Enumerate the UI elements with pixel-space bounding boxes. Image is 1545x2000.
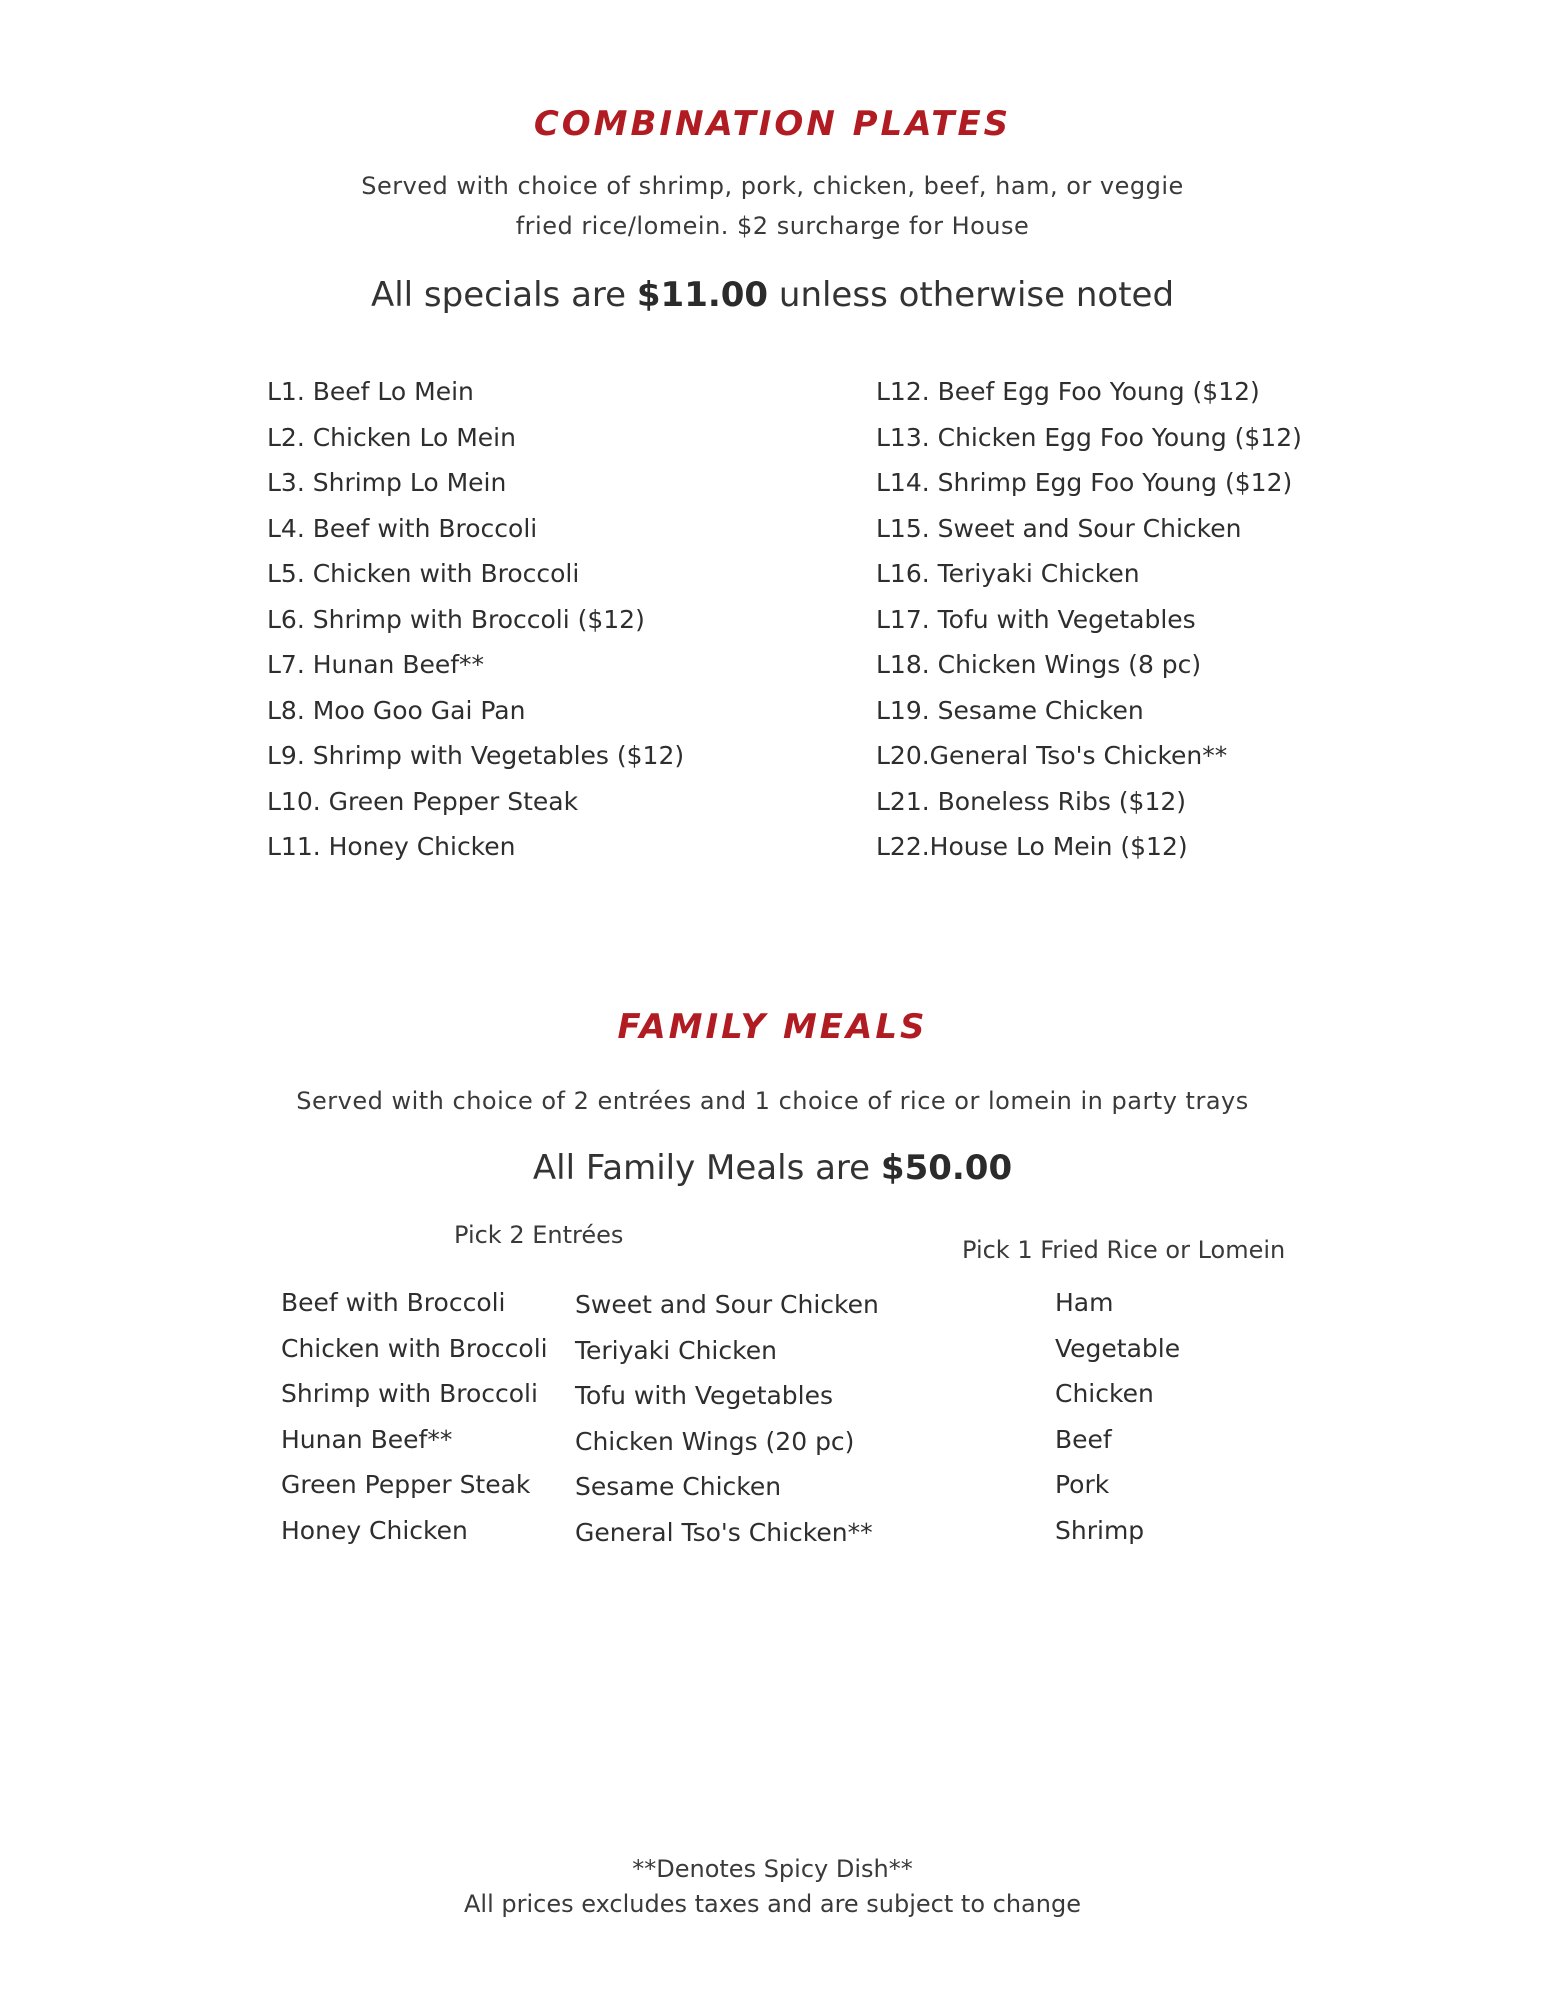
family-price-note [0, 1148, 1545, 1188]
entree-item: Shrimp with Broccoli [281, 1379, 538, 1408]
combination-list-right [876, 369, 1302, 870]
rice-options-list [1055, 1280, 1180, 1553]
menu-item: L11. Honey Chicken [267, 832, 516, 861]
menu-item: L6. Shrimp with Broccoli ($12) [267, 604, 645, 634]
entree-item: Tofu with Vegetables [575, 1381, 834, 1410]
combination-price-suffix: unless otherwise noted [778, 275, 1175, 315]
menu-item: L3. Shrimp Lo Mein [267, 468, 507, 497]
rice-option-item: Shrimp [1055, 1515, 1145, 1545]
menu-item: L15. Sweet and Sour Chicken [876, 513, 1242, 543]
entrees-list-col1 [281, 1280, 548, 1553]
rice-option-item: Chicken [1055, 1379, 1154, 1408]
entree-item: Teriyaki Chicken [575, 1335, 777, 1365]
combination-price-value: $11.00 [636, 275, 769, 315]
entree-item: Sweet and Sour Chicken [575, 1290, 879, 1319]
menu-item: L21. Boneless Ribs ($12) [876, 786, 1187, 816]
entree-item: Beef with Broccoli [281, 1288, 506, 1317]
entrees-list-col2 [575, 1282, 879, 1555]
combination-subtitle-line1: Served with choice of shrimp, pork, chicken, beef, ham, or veggie [361, 172, 1184, 200]
rice-heading: Pick 1 Fried Rice or Lomein [962, 1236, 1286, 1264]
menu-item: L4. Beef with Broccoli [267, 513, 538, 543]
combination-subtitle-line2: fried rice/lomein. $2 surcharge for House [515, 212, 1030, 240]
rice-option-item: Vegetable [1055, 1333, 1181, 1363]
entree-item: Hunan Beef** [281, 1424, 453, 1454]
rice-option-item: Pork [1055, 1470, 1110, 1499]
combination-price-prefix: All specials are [370, 275, 627, 315]
spicy-note: **Denotes Spicy Dish** [632, 1855, 913, 1883]
family-subtitle: Served with choice of 2 entrées and 1 choice of rice or lomein in party trays [296, 1087, 1249, 1115]
family-price-prefix: All Family Meals are [532, 1148, 871, 1188]
menu-item: L12. Beef Egg Foo Young ($12) [876, 377, 1260, 406]
menu-item: L20.General Tso's Chicken** [876, 741, 1228, 770]
entree-item: Green Pepper Steak [281, 1470, 531, 1499]
entrees-heading: Pick 2 Entrées [454, 1221, 624, 1249]
entree-item: Chicken with Broccoli [281, 1333, 548, 1363]
combination-list-left [267, 369, 684, 870]
menu-item: L16. Teriyaki Chicken [876, 559, 1140, 588]
combination-plates-title: COMBINATION PLATES [533, 104, 1012, 144]
entree-item: Chicken Wings (20 pc) [575, 1426, 855, 1456]
family-price-value: $50.00 [880, 1148, 1013, 1188]
rice-option-item: Ham [1055, 1288, 1114, 1317]
menu-item: L10. Green Pepper Steak [267, 786, 579, 816]
price-disclaimer: All prices excludes taxes and are subject to change [464, 1890, 1081, 1918]
family-meals-title: FAMILY MEALS [617, 1007, 928, 1047]
entree-item: Honey Chicken [281, 1515, 468, 1545]
rice-option-item: Beef [1055, 1424, 1112, 1454]
combination-subtitle [0, 166, 1545, 246]
menu-item: L8. Moo Goo Gai Pan [267, 695, 526, 725]
menu-item: L18. Chicken Wings (8 pc) [876, 650, 1202, 679]
entree-item: Sesame Chicken [575, 1472, 782, 1501]
menu-item: L9. Shrimp with Vegetables ($12) [267, 741, 685, 770]
menu-item: L19. Sesame Chicken [876, 695, 1144, 725]
menu-item: L14. Shrimp Egg Foo Young ($12) [876, 468, 1293, 497]
menu-item: L7. Hunan Beef** [267, 650, 485, 679]
menu-item: L13. Chicken Egg Foo Young ($12) [876, 422, 1302, 452]
menu-item: L5. Chicken with Broccoli [267, 559, 580, 588]
footer [0, 1852, 1545, 1922]
menu-item: L17. Tofu with Vegetables [876, 604, 1196, 634]
menu-item: L1. Beef Lo Mein [267, 377, 474, 406]
menu-item: L2. Chicken Lo Mein [267, 422, 516, 452]
combination-price-note [0, 275, 1545, 315]
menu-item: L22.House Lo Mein ($12) [876, 832, 1188, 861]
entree-item: General Tso's Chicken** [575, 1517, 873, 1547]
